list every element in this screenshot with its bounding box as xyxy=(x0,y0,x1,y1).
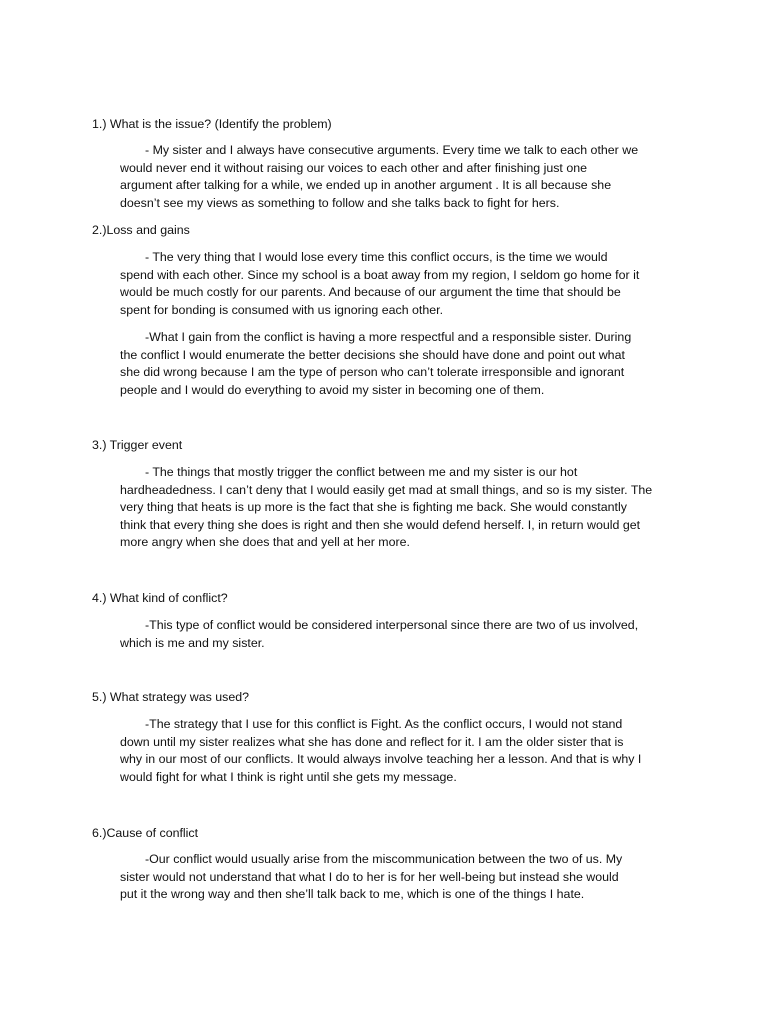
section-1-heading: 1.) What is the issue? (Identify the problem) xyxy=(92,117,332,131)
section-5-heading: 5.) What strategy was used? xyxy=(92,690,250,704)
text-line: -The strategy that I use for this conflict is Fight. As the conflict occurs, I would not stand xyxy=(145,717,623,731)
section-1-paragraph-1 xyxy=(120,142,680,212)
text-line: very thing that heats is up more is the fact that she is fighting me back. She would constantly xyxy=(120,500,627,515)
text-line: - My sister and I always have consecutive arguments. Every time we talk to each other we xyxy=(145,143,639,157)
text-line: hardheadedness. I can’t deny that I would easily get mad at small things, and so is my sister. The xyxy=(120,482,653,497)
text-line: sister would not understand that what I do to her is for her well-being but instead she would xyxy=(120,869,619,884)
section-2-paragraph-1 xyxy=(120,249,680,319)
section-5-paragraph-1 xyxy=(120,716,680,786)
text-line: -This type of conflict would be considered interpersonal since there are two of us involved, xyxy=(145,618,639,632)
text-line: think that every thing she does is right and then she would defend herself. I, in return would get xyxy=(120,517,641,532)
text-line: doesn’t see my views as something to follow and she talks back to fight for hers. xyxy=(120,195,560,210)
text-line: she did wrong because I am the type of person who can’t tolerate irresponsible and ignorant xyxy=(120,365,625,380)
text-line: people and I would do everything to avoid my sister in becoming one of them. xyxy=(120,382,545,397)
text-line: why in our most of our conflicts. It would always involve teaching her a lesson. And that is why I xyxy=(120,752,642,767)
text-line: spent for bonding is consumed with us ignoring each other. xyxy=(120,302,444,317)
section-4-paragraph-1 xyxy=(120,617,680,652)
text-line: argument after talking for a while, we ended up in another argument . It is all because she xyxy=(120,178,612,193)
text-line: - The things that mostly trigger the conflict between me and my sister is our hot xyxy=(145,465,578,479)
section-3-heading: 3.) Trigger event xyxy=(92,438,183,452)
section-4-heading: 4.) What kind of conflict? xyxy=(92,591,228,605)
text-line: would be much costly for our parents. And because of our argument the time that should be xyxy=(120,285,621,300)
text-line: would never end it without raising our voices to each other and after finishing just one xyxy=(120,160,587,175)
text-line: more angry when she does that and yell at her more. xyxy=(120,535,410,550)
section-2-paragraph-2 xyxy=(120,329,680,399)
section-2-heading: 2.)Loss and gains xyxy=(92,223,190,237)
text-line: - The very thing that I would lose every time this conflict occurs, is the time we would xyxy=(145,250,608,264)
text-line: -Our conflict would usually arise from the miscommunication between the two of us. My xyxy=(145,852,623,866)
text-line: the conflict I would enumerate the better decisions she should have done and point out what xyxy=(120,347,625,362)
text-line: spend with each other. Since my school is a boat away from my region, I seldom go home for it xyxy=(120,267,640,282)
text-line: -What I gain from the conflict is having a more respectful and a responsible sister. During xyxy=(145,330,632,344)
section-3-paragraph-1 xyxy=(120,464,680,552)
section-6-paragraph-1 xyxy=(120,851,680,904)
text-line: would fight for what I think is right until she gets my message. xyxy=(120,769,457,784)
text-line: put it the wrong way and then she’ll talk back to me, which is one of the things I hate. xyxy=(120,887,585,902)
text-line: which is me and my sister. xyxy=(120,635,265,650)
text-line: down until my sister realizes what she has done and reflect for it. I am the older sister that is xyxy=(120,734,624,749)
section-6-heading: 6.)Cause of conflict xyxy=(92,826,199,840)
